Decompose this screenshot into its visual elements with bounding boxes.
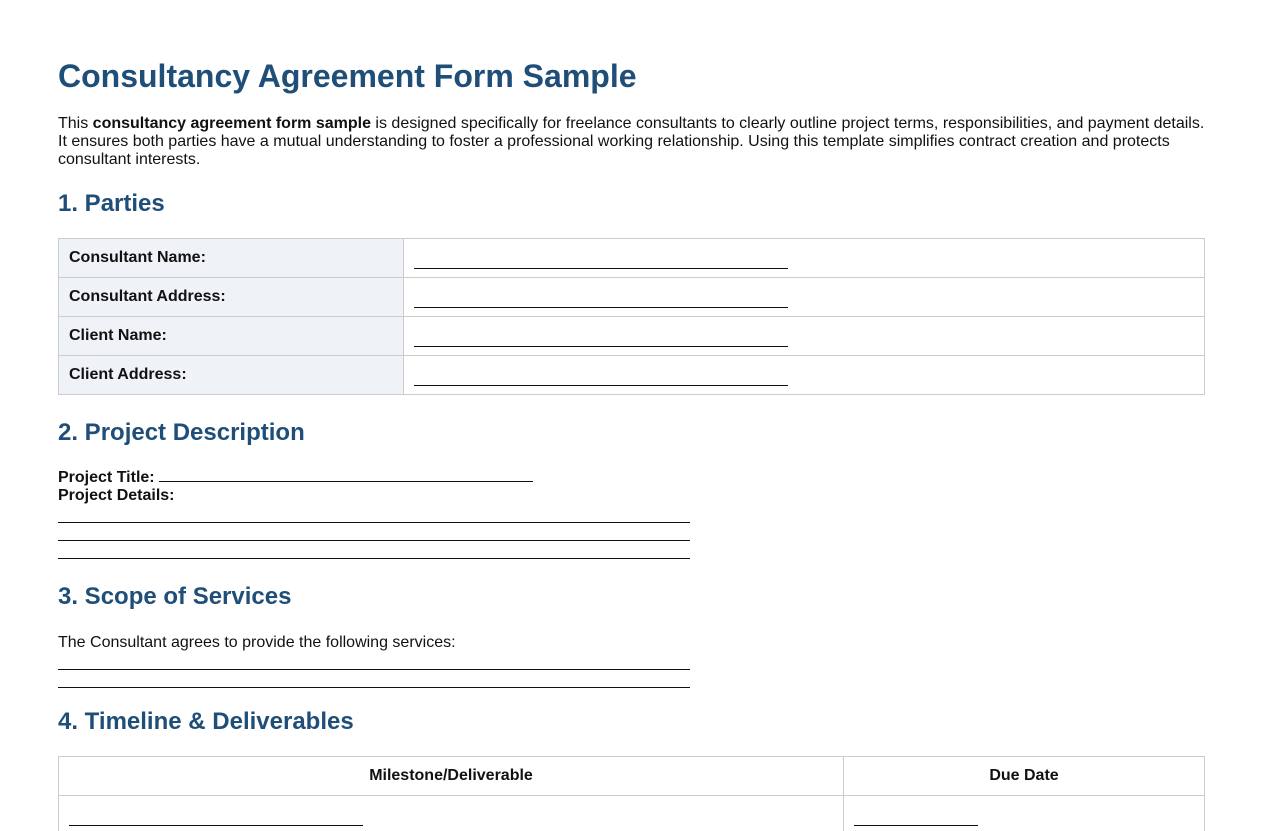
table-row: [59, 796, 1205, 831]
fill-line: [58, 541, 690, 559]
column-header-due-date: Due Date: [844, 757, 1205, 796]
document-title: Consultancy Agreement Form Sample: [58, 58, 637, 94]
client-address-field[interactable]: [404, 356, 1205, 395]
client-name-label: Client Name:: [59, 317, 404, 356]
parties-table: [58, 238, 1205, 395]
project-description-block: [58, 465, 1205, 559]
fill-line: [58, 652, 690, 670]
due-date-field[interactable]: [844, 796, 1205, 831]
scope-intro-text: The Consultant agrees to provide the following services:: [58, 634, 456, 651]
fill-line: [854, 807, 978, 826]
table-header-row: [59, 757, 1205, 796]
milestone-field[interactable]: [59, 796, 844, 831]
timeline-table: [58, 756, 1205, 831]
project-title-row: [58, 465, 1205, 487]
section-heading-parties: 1. Parties: [58, 190, 165, 217]
project-details-field[interactable]: [58, 505, 1205, 559]
table-row: [59, 239, 1205, 278]
consultant-name-field[interactable]: [404, 239, 1205, 278]
fill-line: [58, 505, 690, 523]
client-address-label: Client Address:: [59, 356, 404, 395]
consultant-name-label: Consultant Name:: [59, 239, 404, 278]
consultant-address-field[interactable]: [404, 278, 1205, 317]
table-row: [59, 278, 1205, 317]
intro-text-bold: consultancy agreement form sample: [92, 115, 371, 132]
fill-line: [414, 250, 788, 269]
fill-line: [414, 289, 788, 308]
intro-text-end: is designed specifically for freelance consultants to clearly outline project terms, responsibilities, and payment details. It ensures both parties have a mutual understanding to foster a professional working relationship. Using this template simplifies contract creation and protects consultant interests.: [58, 115, 1205, 168]
section-heading-project: 2. Project Description: [58, 419, 305, 446]
section-heading-scope: 3. Scope of Services: [58, 583, 292, 610]
project-title-label: Project Title:: [58, 469, 155, 486]
client-name-field[interactable]: [404, 317, 1205, 356]
fill-line: [58, 523, 690, 541]
scope-services-field[interactable]: [58, 652, 1205, 688]
table-row: [59, 356, 1205, 395]
intro-text-start: This: [58, 115, 93, 132]
intro-paragraph: [58, 115, 1208, 169]
column-header-milestone: Milestone/Deliverable: [59, 757, 844, 796]
project-title-field[interactable]: [159, 465, 533, 482]
consultant-address-label: Consultant Address:: [59, 278, 404, 317]
table-row: [59, 317, 1205, 356]
section-heading-timeline: 4. Timeline & Deliverables: [58, 708, 354, 735]
fill-line: [414, 328, 788, 347]
fill-line: [414, 367, 788, 386]
fill-line: [69, 807, 363, 826]
project-details-label: Project Details:: [58, 487, 175, 504]
fill-line: [58, 670, 690, 688]
